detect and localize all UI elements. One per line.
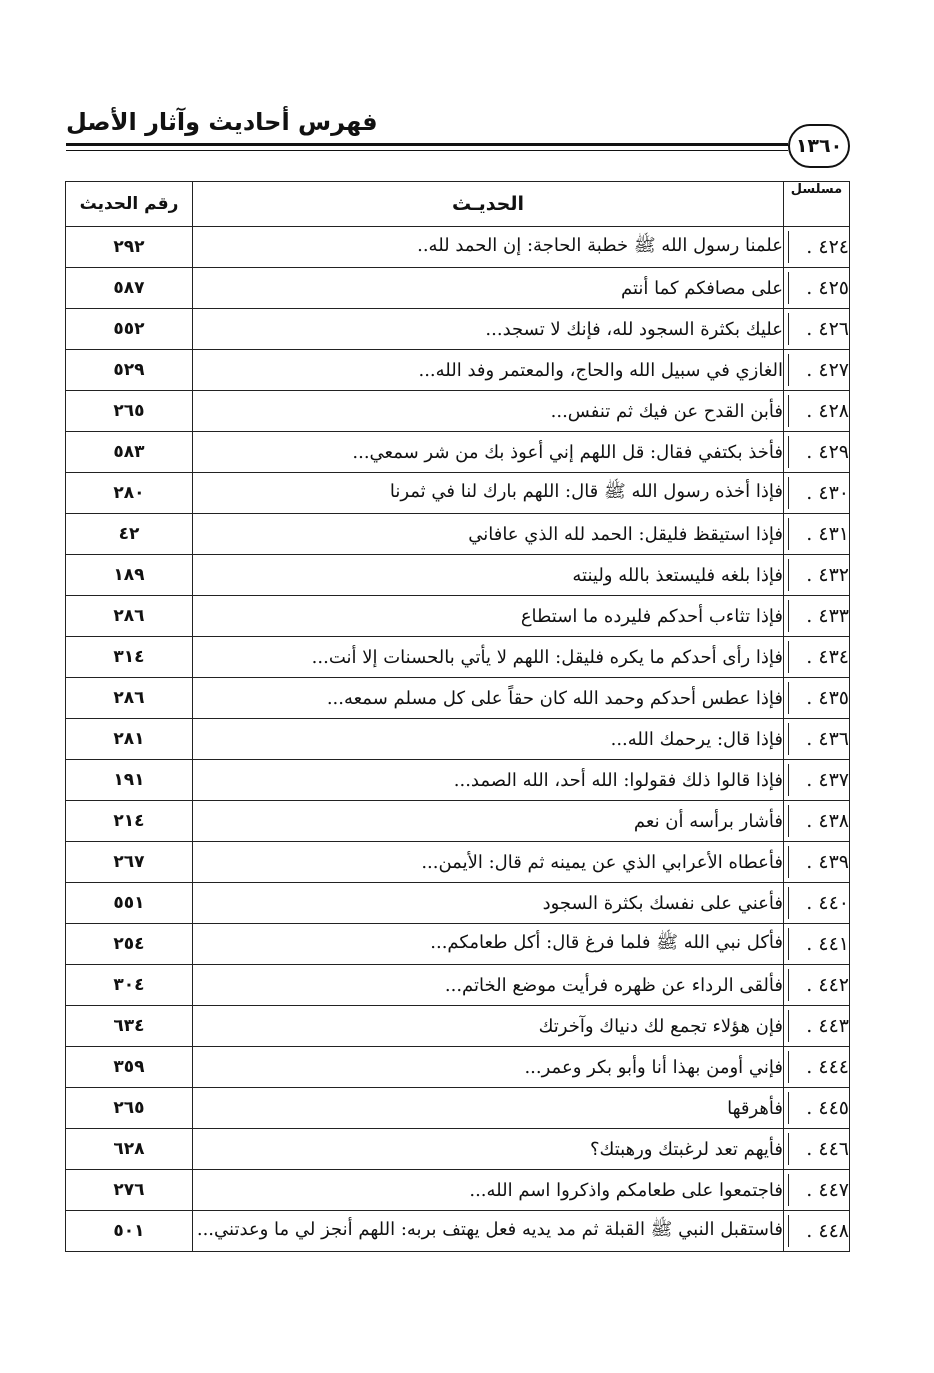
hadith-number-cell: ٣٠٤ (66, 965, 193, 1006)
table-row (66, 1211, 850, 1252)
page-number: ١٣٦٠ (788, 124, 850, 168)
serial-separator: . (806, 1179, 819, 1201)
serial-separator: . (806, 359, 819, 381)
serial-number: ٤٤١ (818, 933, 849, 955)
table-row (66, 1170, 850, 1211)
hadith-cell: عليك بكثرة السجود لله، فإنك لا تسجد... (193, 309, 784, 350)
table-row (66, 555, 850, 596)
serial-cell (784, 883, 850, 924)
serial-cell (784, 1211, 850, 1252)
table-row (66, 227, 850, 268)
serial-separator: . (806, 687, 819, 709)
hadith-cell: فإذا بلغه فليستعذ بالله ولينته (193, 555, 784, 596)
serial-separator: . (806, 482, 819, 504)
serial-separator: . (806, 277, 819, 299)
hadith-number-cell: ٥٥٢ (66, 309, 193, 350)
serial-divider (788, 928, 789, 960)
serial-separator: . (806, 400, 819, 422)
hadith-cell: فأشار برأسه أن نعم (193, 801, 784, 842)
serial-divider (788, 313, 789, 345)
serial-cell (784, 801, 850, 842)
table-row (66, 924, 850, 965)
hadith-number-cell: ٢١٤ (66, 801, 193, 842)
serial-cell (784, 760, 850, 801)
serial-divider (788, 846, 789, 878)
serial-divider (788, 354, 789, 386)
page-title: فهرس أحاديث وآثار الأصل (66, 108, 378, 136)
hadith-cell: فإن هؤلاء تجمع لك دنياك وآخرتك (193, 1006, 784, 1047)
serial-cell (784, 1088, 850, 1129)
serial-separator: . (806, 564, 819, 586)
column-header-serial: مسلسل (784, 182, 850, 227)
serial-separator: . (806, 769, 819, 791)
serial-divider (788, 272, 789, 304)
hadith-number-cell: ٢٥٤ (66, 924, 193, 965)
serial-separator: . (806, 441, 819, 463)
hadith-number-cell: ١٩١ (66, 760, 193, 801)
hadith-cell: فاجتمعوا على طعامكم واذكروا اسم الله... (193, 1170, 784, 1211)
serial-separator: . (806, 933, 819, 955)
serial-divider (788, 559, 789, 591)
table-row (66, 432, 850, 473)
serial-cell (784, 555, 850, 596)
serial-divider (788, 1092, 789, 1124)
hadith-cell: فإني أومن بهذا أنا وأبو بكر وعمر... (193, 1047, 784, 1088)
serial-cell (784, 1047, 850, 1088)
hadith-number-cell: ٢٩٢ (66, 227, 193, 268)
serial-cell (784, 514, 850, 555)
header-rule (66, 143, 788, 146)
table-row (66, 760, 850, 801)
table-row (66, 473, 850, 514)
serial-number: ٤٣٨ (818, 810, 849, 832)
serial-cell (784, 965, 850, 1006)
serial-number: ٤٤٢ (818, 974, 849, 996)
hadith-number-cell: ٥٥١ (66, 883, 193, 924)
hadith-number-cell: ٢٦٥ (66, 391, 193, 432)
hadith-number-cell: ٥٢٩ (66, 350, 193, 391)
serial-divider (788, 1133, 789, 1165)
serial-separator: . (806, 605, 819, 627)
hadith-cell: فأيهم تعد لرغبتك ورهبتك؟ (193, 1129, 784, 1170)
table-row (66, 719, 850, 760)
table-row (66, 1088, 850, 1129)
serial-cell (784, 637, 850, 678)
table-row (66, 596, 850, 637)
serial-separator: . (806, 318, 819, 340)
serial-number: ٤٢٤ (818, 236, 849, 258)
serial-number: ٤٤٤ (818, 1056, 849, 1078)
serial-separator: . (806, 810, 819, 832)
serial-separator: . (806, 728, 819, 750)
hadith-number-cell: ٢٦٥ (66, 1088, 193, 1129)
table-row (66, 842, 850, 883)
hadith-cell: علمنا رسول الله ﷺ خطبة الحاجة: إن الحمد لله.. (193, 227, 784, 268)
table-row (66, 268, 850, 309)
serial-number: ٤٤٨ (818, 1220, 849, 1242)
serial-divider (788, 395, 789, 427)
serial-number: ٤٢٧ (818, 359, 849, 381)
serial-cell (784, 842, 850, 883)
serial-separator: . (806, 236, 819, 258)
header-rule-thin (66, 150, 788, 151)
serial-divider (788, 436, 789, 468)
serial-number: ٤٣٩ (818, 851, 849, 873)
serial-number: ٤٢٨ (818, 400, 849, 422)
serial-number: ٤٣١ (818, 523, 849, 545)
hadith-cell: فأكل نبي الله ﷺ فلما فرغ قال: أكل طعامكم... (193, 924, 784, 965)
hadith-number-cell: ٢٨٠ (66, 473, 193, 514)
serial-divider (788, 1010, 789, 1042)
page-header (0, 0, 934, 180)
serial-cell (784, 924, 850, 965)
serial-divider (788, 641, 789, 673)
table-row (66, 1129, 850, 1170)
serial-cell (784, 719, 850, 760)
hadith-number-cell: ٦٢٨ (66, 1129, 193, 1170)
table-row (66, 883, 850, 924)
hadith-number-cell: ٥٠١ (66, 1211, 193, 1252)
hadith-cell: فألقى الرداء عن ظهره فرأيت موضع الخاتم... (193, 965, 784, 1006)
serial-number: ٤٣٠ (818, 482, 849, 504)
serial-divider (788, 887, 789, 919)
hadith-cell: فأعطاه الأعرابي الذي عن يمينه ثم قال: الأيمن... (193, 842, 784, 883)
serial-number: ٤٢٩ (818, 441, 849, 463)
serial-cell (784, 309, 850, 350)
serial-number: ٤٢٥ (818, 277, 849, 299)
serial-number: ٤٣٧ (818, 769, 849, 791)
hadith-cell: فإذا قال: يرحمك الله... (193, 719, 784, 760)
table-row (66, 1006, 850, 1047)
hadith-cell: فأبن القدح عن فيك ثم تنفس... (193, 391, 784, 432)
table-row (66, 391, 850, 432)
serial-number: ٤٣٦ (818, 728, 849, 750)
column-header-number: رقم الحديث (66, 182, 193, 227)
hadith-cell: فإذا تثاءب أحدكم فليرده ما استطاع (193, 596, 784, 637)
serial-cell (784, 678, 850, 719)
serial-separator: . (806, 1138, 819, 1160)
table-row (66, 309, 850, 350)
hadith-number-cell: ٥٨٣ (66, 432, 193, 473)
hadith-number-cell: ٢٨٦ (66, 596, 193, 637)
serial-separator: . (806, 892, 819, 914)
hadith-cell: فأعني على نفسك بكثرة السجود (193, 883, 784, 924)
serial-divider (788, 600, 789, 632)
hadith-index-table (65, 181, 850, 1252)
serial-cell (784, 391, 850, 432)
hadith-cell: فإذا قالوا ذلك فقولوا: الله أحد، الله الصمد... (193, 760, 784, 801)
serial-divider (788, 723, 789, 755)
serial-number: ٤٤٦ (818, 1138, 849, 1160)
hadith-cell: فإذا أخذه رسول الله ﷺ قال: اللهم بارك لنا في ثمرنا (193, 473, 784, 514)
serial-separator: . (806, 974, 819, 996)
hadith-cell: فإذا عطس أحدكم وحمد الله كان حقاً على كل مسلم سمعه... (193, 678, 784, 719)
serial-separator: . (806, 523, 819, 545)
serial-cell (784, 227, 850, 268)
serial-divider (788, 1051, 789, 1083)
serial-divider (788, 682, 789, 714)
serial-divider (788, 969, 789, 1001)
table-row (66, 801, 850, 842)
hadith-cell: فإذا رأى أحدكم ما يكره فليقل: اللهم لا يأتي بالحسنات إلا أنت... (193, 637, 784, 678)
hadith-number-cell: ٢٧٦ (66, 1170, 193, 1211)
hadith-number-cell: ٤٢ (66, 514, 193, 555)
serial-number: ٤٢٦ (818, 318, 849, 340)
table-row (66, 965, 850, 1006)
hadith-cell: فاستقبل النبي ﷺ القبلة ثم مد يديه فعل يهتف بربه: اللهم أنجز لي ما وعدتني... (193, 1211, 784, 1252)
hadith-number-cell: ٢٨٦ (66, 678, 193, 719)
serial-number: ٤٤٧ (818, 1179, 849, 1201)
serial-divider (788, 1174, 789, 1206)
table-row (66, 1047, 850, 1088)
serial-divider (788, 518, 789, 550)
column-header-hadith: الحديـث (193, 182, 784, 227)
hadith-number-cell: ١٨٩ (66, 555, 193, 596)
serial-divider (788, 1215, 789, 1247)
serial-cell (784, 1170, 850, 1211)
serial-separator: . (806, 1097, 819, 1119)
serial-cell (784, 1129, 850, 1170)
hadith-cell: الغازي في سبيل الله والحاج، والمعتمر وفد الله... (193, 350, 784, 391)
serial-number: ٤٣٣ (818, 605, 849, 627)
serial-divider (788, 231, 789, 263)
serial-separator: . (806, 646, 819, 668)
table-row (66, 678, 850, 719)
hadith-cell: فإذا استيقظ فليقل: الحمد لله الذي عافاني (193, 514, 784, 555)
serial-divider (788, 805, 789, 837)
hadith-number-cell: ٢٨١ (66, 719, 193, 760)
serial-cell (784, 350, 850, 391)
serial-number: ٤٣٤ (818, 646, 849, 668)
serial-separator: . (806, 1015, 819, 1037)
hadith-cell: فأخذ بكتفي فقال: قل اللهم إني أعوذ بك من شر سمعي... (193, 432, 784, 473)
table-row (66, 350, 850, 391)
serial-number: ٤٤٠ (818, 892, 849, 914)
hadith-cell: على مصافكم كما أنتم (193, 268, 784, 309)
hadith-number-cell: ٥٨٧ (66, 268, 193, 309)
table-row (66, 637, 850, 678)
serial-number: ٤٣٢ (818, 564, 849, 586)
serial-number: ٤٤٥ (818, 1097, 849, 1119)
serial-cell (784, 596, 850, 637)
serial-cell (784, 268, 850, 309)
hadith-cell: فأهرقها (193, 1088, 784, 1129)
serial-divider (788, 477, 789, 509)
serial-number: ٤٣٥ (818, 687, 849, 709)
hadith-number-cell: ٦٣٤ (66, 1006, 193, 1047)
serial-divider (788, 764, 789, 796)
serial-separator: . (806, 851, 819, 873)
serial-separator: . (806, 1056, 819, 1078)
hadith-number-cell: ٣١٤ (66, 637, 193, 678)
hadith-number-cell: ٣٥٩ (66, 1047, 193, 1088)
table-row (66, 514, 850, 555)
table-body (66, 227, 850, 1252)
table-header-row (66, 182, 850, 227)
serial-cell (784, 1006, 850, 1047)
hadith-number-cell: ٢٦٧ (66, 842, 193, 883)
serial-cell (784, 473, 850, 514)
serial-number: ٤٤٣ (818, 1015, 849, 1037)
serial-separator: . (806, 1220, 819, 1242)
serial-cell (784, 432, 850, 473)
